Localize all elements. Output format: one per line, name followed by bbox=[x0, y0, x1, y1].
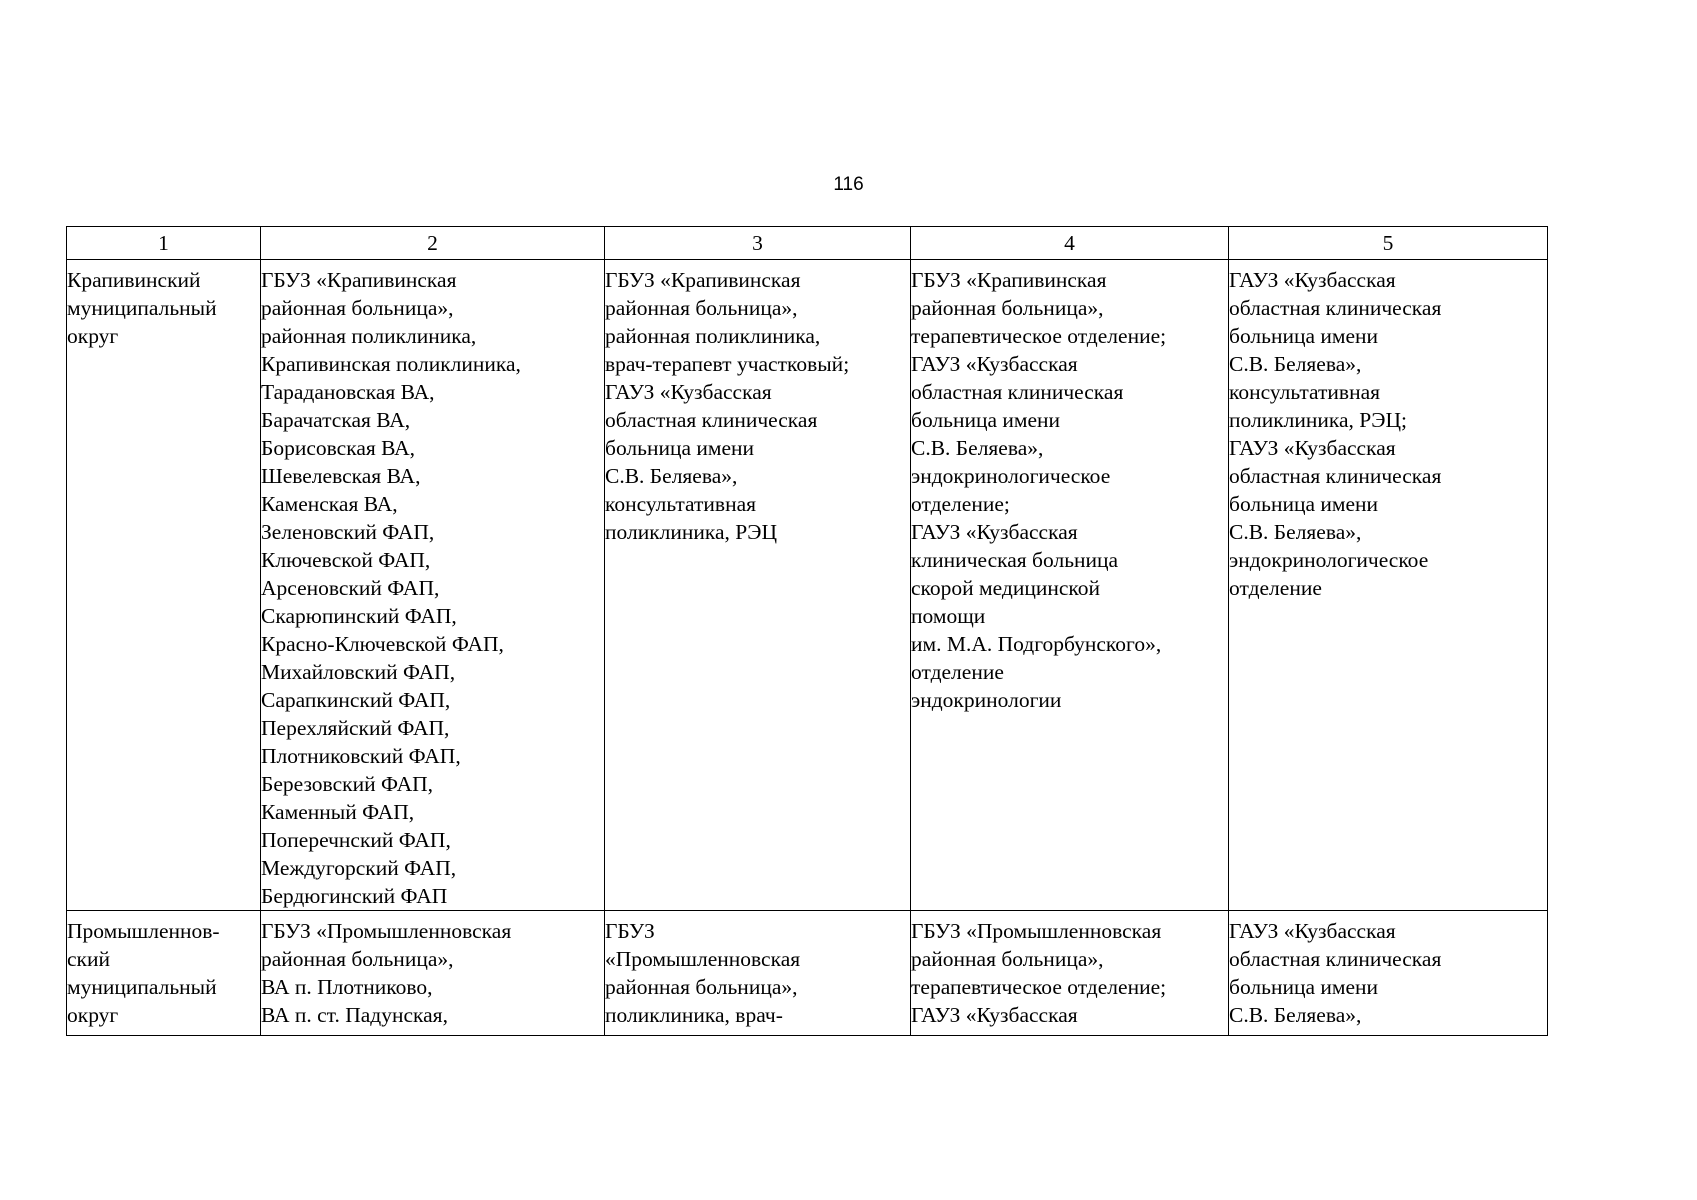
table-header-row bbox=[67, 227, 1548, 260]
cell-text-line: Крапивинский bbox=[67, 268, 201, 292]
cell-text-line: муниципальный bbox=[67, 975, 217, 999]
cell-text-line: эндокринологическое bbox=[1229, 548, 1429, 572]
cell-primary-care bbox=[261, 260, 605, 911]
cell-text-line: районная больница», bbox=[605, 975, 798, 999]
cell-text-line: Перехляйский ФАП, bbox=[261, 716, 450, 740]
cell-text-line: Поперечнский ФАП, bbox=[261, 828, 451, 852]
cell-text-line: отделение bbox=[911, 660, 1004, 684]
cell-text-line: поликлиника, РЭЦ bbox=[605, 520, 777, 544]
cell-text-line: С.В. Беляева», bbox=[1229, 352, 1362, 376]
cell-text-line: Бердюгинский ФАП bbox=[261, 884, 448, 908]
cell-text-line: консультативная bbox=[605, 492, 757, 516]
cell-text-line: Крапивинская поликлиника, bbox=[261, 352, 521, 376]
cell-text-line: Междугорский ФАП, bbox=[261, 856, 457, 880]
cell-text-line: районная больница», bbox=[911, 947, 1104, 971]
cell-text-line: поликлиника, РЭЦ; bbox=[1229, 408, 1407, 432]
cell-text-line: больница имени bbox=[605, 436, 755, 460]
cell-text-line: эндокринологическое bbox=[911, 464, 1111, 488]
column-header-4: 4 bbox=[911, 227, 1229, 260]
cell-text-line: Зеленовский ФАП, bbox=[261, 520, 435, 544]
cell-text-line: отделение bbox=[1229, 576, 1322, 600]
cell-text-line: Борисовская ВА, bbox=[261, 436, 416, 460]
data-table bbox=[66, 226, 1548, 1036]
page-number: 116 bbox=[833, 174, 864, 195]
column-header-2: 2 bbox=[261, 227, 605, 260]
cell-text-line: ВА п. ст. Падунская, bbox=[261, 1003, 448, 1027]
cell-text-line: округ bbox=[67, 1003, 119, 1027]
cell-text-line: ГБУЗ «Крапивинская bbox=[911, 268, 1107, 292]
cell-regional-center bbox=[1229, 911, 1548, 1036]
cell-text-line: ГАУЗ «Кузбасская bbox=[1229, 919, 1396, 943]
cell-text-line: ГАУЗ «Кузбасская bbox=[911, 1003, 1078, 1027]
cell-text-line: консультативная bbox=[1229, 380, 1381, 404]
cell-text-line: помощи bbox=[911, 604, 986, 628]
cell-text-line: эндокринологии bbox=[911, 688, 1062, 712]
cell-text-line: терапевтическое отделение; bbox=[911, 975, 1167, 999]
cell-text-line: ГАУЗ «Кузбасская bbox=[1229, 268, 1396, 292]
cell-text-line: Березовский ФАП, bbox=[261, 772, 434, 796]
cell-text-line: ГБУЗ bbox=[605, 919, 655, 943]
cell-text-line: районная больница», bbox=[261, 947, 454, 971]
cell-text-line: Каменская ВА, bbox=[261, 492, 398, 516]
cell-text-line: Арсеновский ФАП, bbox=[261, 576, 440, 600]
table-row-promyshlennovsky bbox=[67, 911, 1548, 1036]
cell-text-line: С.В. Беляева», bbox=[1229, 520, 1362, 544]
cell-text-line: ский bbox=[67, 947, 110, 971]
cell-text-line: ГАУЗ «Кузбасская bbox=[911, 520, 1078, 544]
cell-text-line: областная клиническая bbox=[1229, 947, 1442, 971]
cell-regional-center bbox=[1229, 260, 1548, 911]
cell-text-line: Скарюпинский ФАП, bbox=[261, 604, 457, 628]
column-header-5: 5 bbox=[1229, 227, 1548, 260]
cell-text-line: ГАУЗ «Кузбасская bbox=[1229, 436, 1396, 460]
cell-text-line: Сарапкинский ФАП, bbox=[261, 688, 451, 712]
cell-text-line: больница имени bbox=[1229, 324, 1379, 348]
cell-text-line: больница имени bbox=[1229, 975, 1379, 999]
cell-text-line: скорой медицинской bbox=[911, 576, 1101, 600]
cell-text-line: поликлиника, врач- bbox=[605, 1003, 783, 1027]
cell-inpatient bbox=[911, 911, 1229, 1036]
cell-text-line: областная клиническая bbox=[605, 408, 818, 432]
cell-text-line: ГБУЗ «Крапивинская bbox=[605, 268, 801, 292]
cell-inpatient bbox=[911, 260, 1229, 911]
table-row-krapivinsky bbox=[67, 260, 1548, 911]
cell-text-line: областная клиническая bbox=[1229, 296, 1442, 320]
cell-primary-care bbox=[261, 911, 605, 1036]
cell-text-line: Барачатская ВА, bbox=[261, 408, 411, 432]
cell-text-line: областная клиническая bbox=[911, 380, 1124, 404]
cell-text-line: районная поликлиника, bbox=[261, 324, 477, 348]
column-header-3: 3 bbox=[605, 227, 911, 260]
cell-text-line: ГБУЗ «Промышленновская bbox=[261, 919, 512, 943]
cell-text-line: больница имени bbox=[1229, 492, 1379, 516]
cell-text-line: ГАУЗ «Кузбасская bbox=[911, 352, 1078, 376]
cell-text-line: Плотниковский ФАП, bbox=[261, 744, 461, 768]
cell-text-line: отделение; bbox=[911, 492, 1010, 516]
cell-text-line: районная больница», bbox=[261, 296, 454, 320]
cell-text-line: С.В. Беляева», bbox=[1229, 1003, 1362, 1027]
cell-text-line: терапевтическое отделение; bbox=[911, 324, 1167, 348]
column-header-1: 1 bbox=[67, 227, 261, 260]
cell-text-line: врач-терапевт участковый; bbox=[605, 352, 850, 376]
cell-text-line: ГАУЗ «Кузбасская bbox=[605, 380, 772, 404]
cell-outpatient bbox=[605, 260, 911, 911]
cell-text-line: Промышленнов- bbox=[67, 919, 220, 943]
cell-text-line: «Промышленновская bbox=[605, 947, 801, 971]
cell-text-line: Каменный ФАП, bbox=[261, 800, 415, 824]
cell-text-line: Михайловский ФАП, bbox=[261, 660, 456, 684]
cell-text-line: С.В. Беляева», bbox=[911, 436, 1044, 460]
cell-text-line: муниципальный bbox=[67, 296, 217, 320]
cell-text-line: районная поликлиника, bbox=[605, 324, 821, 348]
cell-district bbox=[67, 911, 261, 1036]
cell-outpatient bbox=[605, 911, 911, 1036]
cell-text-line: областная клиническая bbox=[1229, 464, 1442, 488]
cell-text-line: Шевелевская ВА, bbox=[261, 464, 421, 488]
cell-text-line: Красно-Ключевской ФАП, bbox=[261, 632, 504, 656]
cell-text-line: Тарадановская ВА, bbox=[261, 380, 435, 404]
cell-text-line: округ bbox=[67, 324, 119, 348]
cell-text-line: больница имени bbox=[911, 408, 1061, 432]
cell-text-line: ВА п. Плотниково, bbox=[261, 975, 433, 999]
cell-text-line: районная больница», bbox=[605, 296, 798, 320]
cell-text-line: ГБУЗ «Крапивинская bbox=[261, 268, 457, 292]
cell-text-line: клиническая больница bbox=[911, 548, 1119, 572]
cell-text-line: им. М.А. Подгорбунского», bbox=[911, 632, 1162, 656]
cell-text-line: ГБУЗ «Промышленновская bbox=[911, 919, 1162, 943]
cell-text-line: районная больница», bbox=[911, 296, 1104, 320]
cell-text-line: С.В. Беляева», bbox=[605, 464, 738, 488]
cell-district bbox=[67, 260, 261, 911]
cell-text-line: Ключевской ФАП, bbox=[261, 548, 431, 572]
